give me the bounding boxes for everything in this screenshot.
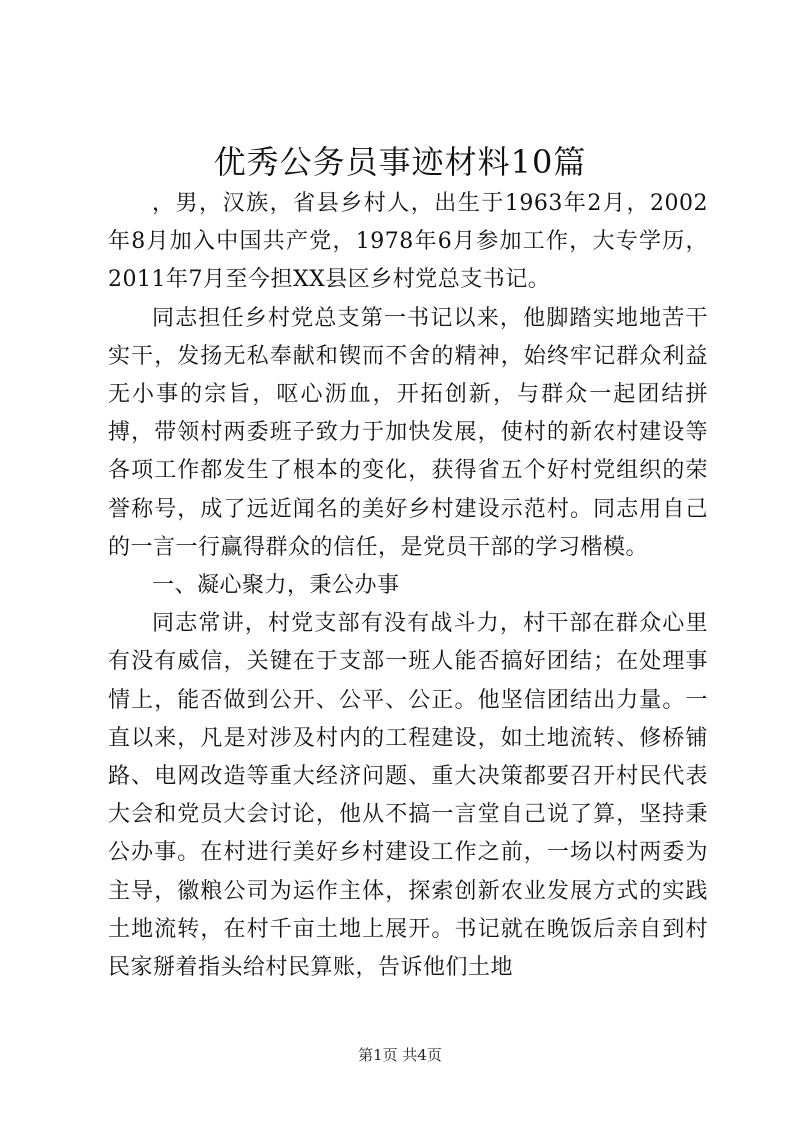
paragraph-section-body: 同志常讲，村党支部有没有战斗力，村干部在群众心里有没有威信，关键在于支部一班人能否搞好团结；在处理事情上，能否做到公开、公平、公正。他坚信团结出力量。一直以来，凡是对涉及村内的工程建设，如土地流转、修桥铺路、电网改造等重大经济问题、重大决策都要召开村民代表大会和党员大会讨论，他从不搞一言堂自己说了算，坚持秉公办事。在村进行美好乡村建设工作之前，一场以村两委为主导，徽粮公司为运作主体，探索创新农业发展方式的实践土地流转，在村千亩土地上展开。书记就在晚饭后亲自到村民家掰着指头给村民算账，告诉他们土地 [108,611,708,981]
paragraph-summary: 同志担任乡村党总支第一书记以来，他脚踏实地地苦干实干，发扬无私奉献和锲而不舍的精神，始终牢记群众利益无小事的宗旨，呕心沥血，开拓创新，与群众一起团结拼搏，带领村两委班子致力于加快发展，使村的新农村建设等各项工作都发生了根本的变化，获得省五个好村党组织的荣誉称号，成了远近闻名的美好乡村建设示范村。同志用自己的一言一行赢得群众的信任，是党员干部的学习楷模。 [108,305,708,560]
document-title: 优秀公务员事迹材料10篇 [213,143,587,181]
page-footer: 第1页 共4页 [358,1046,442,1064]
paragraph-personal-info: ，男，汉族，省县乡村人，出生于1963年2月，2002年8月加入中国共产党，1978年6月参加工作，大专学历，2011年7月至今担XX县区乡村党总支书记。 [108,191,708,293]
document-body [108,185,708,987]
section-heading: 一、凝心聚力，秉公办事 [152,573,400,599]
